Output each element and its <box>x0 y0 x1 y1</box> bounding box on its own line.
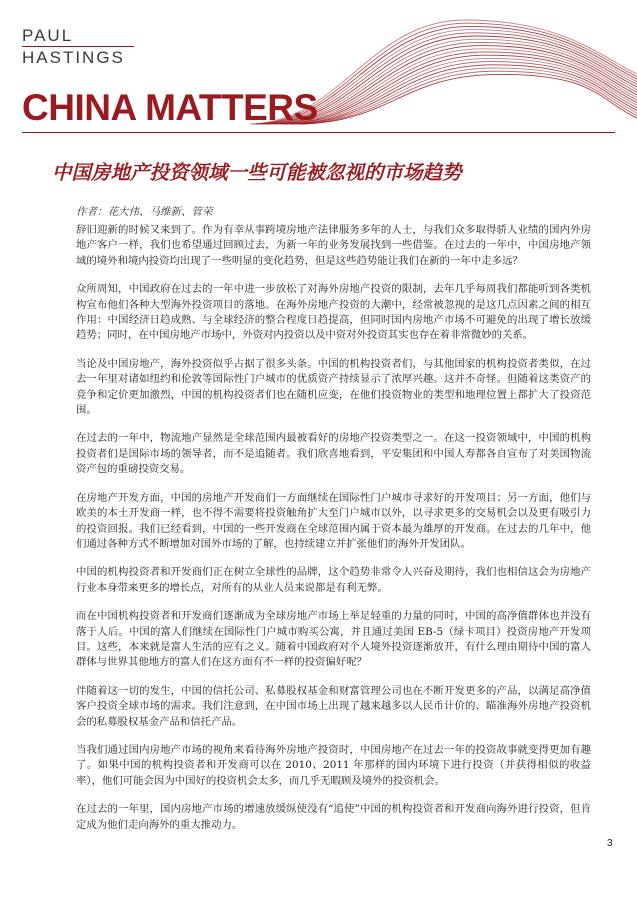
article-author: 作者：花大伟、马维新、管荣 <box>76 206 213 218</box>
brand-line-2: HASTINGS <box>22 48 125 67</box>
body-paragraph: 伴随着这一切的发生，中国的信托公司、私募股权基金和财富管理公司也在不断开发更多的产品，以满足高净值客户投资全球市场的需求。我们注意到，在中国市场上出现了越来越多以人民币计价的、瞄准海外房地产投资机会的私募股权基金产品和信托产品。 <box>76 684 591 728</box>
body-paragraph: 众所周知，中国政府在过去的一年中进一步放松了对海外房地产投资的限制，去年几乎每周我们都能听到各类机构宣布他们各种大型海外投资项目的落地。在海外房地产投资的大潮中，经常被忽视的是这几点因素之间的相互作用：中国经济日趋成熟、与全球经济的整合程度日趋提高，但同时国内房地产市场不可避免的出现了增长放缓趋势；同时，在中国房地产市场中，外资对内投资以及中资对外投资其实也存在着非常微妙的关系。 <box>76 283 591 342</box>
title-divider <box>22 132 615 133</box>
decorative-arc-line <box>283 55 637 124</box>
body-paragraph: 当论及中国房地产，海外投资似乎占据了很多头条。中国的机构投资者们，与其他国家的机构投资者类似，在过去一年里对诸如纽约和伦敦等国际性门户城市的优质资产持续显示了浓厚兴趣。这并不奇怪。但随着这类资产的竞争和定价更加激烈，中国的机构投资者们也在随机应变，在他们投资物业的类型和地理位置上都扩大了投资范围。 <box>76 357 591 417</box>
article-body <box>76 223 591 846</box>
body-paragraph: 中国的机构投资者和开发商们正在树立全球性的品牌，这个趋势非常令人兴奋及期待，我们也相信这会为房地产行业本身带来更多的增长点，对所有的从业人员来说都是有利无弊。 <box>76 566 591 594</box>
body-paragraph: 而在中国机构投资者和开发商们逐渐成为全球房地产市场上举足轻重的力量的同时，中国的高净值群体也并没有落于人后。中国的富人们继续在国际性门户城市购买公寓，并且通过美国 EB-5（绿卡项目）投资房地产开发项目。这些，本来就是富人生活的应有之义。随着中国政府对个人境外投资逐渐放开，有什么理由期待中国的富人群体与世界其他地方的富人们在这方面有不一样的投资偏好呢？ <box>76 610 591 669</box>
body-paragraph: 在房地产开发方面，中国的房地产开发商们一方面继续在国际性门户城市寻求好的开发项目；另一方面，他们与欧美的本土开发商一样，也不得不需要将投资触角扩大至门户城市以外，以寻求更多的交易机会以及更有吸引力的投资回报。我们已经看到，中国的一些开发商在全球范围内属于资本最为雄厚的开发商。在过去的几年中，他们通过各种方式不断增加对国外市场的了解，也持续建立并扩张他们的海外开发团队。 <box>76 491 591 550</box>
decorative-arc-line <box>265 36 637 124</box>
article-title: 中国房地产投资领域一些可能被忽视的市场趋势 <box>52 161 462 184</box>
section-title: CHINA MATTERS <box>22 87 318 128</box>
page-number: 3 <box>607 838 613 849</box>
body-paragraph: 在过去的一年中，物流地产显然是全球范围内最被看好的房地产投资类型之一。在这一投资领域中，中国的机构投资者们是国际市场的领导者，而不是追随者。我们欣喜地看到，平安集团和中国人寿都各自宣布了对美国物流资产包的重磅投资交易。 <box>76 432 591 476</box>
body-paragraph: 在过去的一年里，国内房地产市场的增速放缓纵使没有“追使”中国的机构投资者和开发商向海外进行投资，但肯定成为他们走向海外的重大推动力。 <box>76 803 591 831</box>
decorative-arc-line <box>298 71 637 124</box>
body-paragraph: 当我们通过国内房地产市场的视角来看待海外房地产投资时，中国房地产在过去一年的投资故事就变得更加有趣了。如果中国的机构投资者和开发商可以在 2010、2011 年那样的国内环境下进行投资（并获得相似的收益率），他们可能会因为中国好的投资机会太多，而几乎无暇顾及境外的投资机会。 <box>76 743 591 787</box>
brand-line-1: PAUL <box>22 26 74 45</box>
decorative-arc-line <box>280 52 637 124</box>
body-paragraph: 辞旧迎新的时候又来到了。作为有幸从事跨境房地产法律服务多年的人士，与我们众多取得骄人业绩的国内外房地产客户一样，我们也希望通过回顾过去，为新一年的业务发展找到一些借鉴。在过去的一年中，中国房地产领域的境外和境内投资均出现了一些明显的变化趋势，但是这些趋势能让我们在新的一年中走多远？ <box>76 224 591 267</box>
brand-logo <box>22 26 134 67</box>
decorative-arc-line <box>274 46 637 124</box>
brand-rule <box>22 46 134 47</box>
